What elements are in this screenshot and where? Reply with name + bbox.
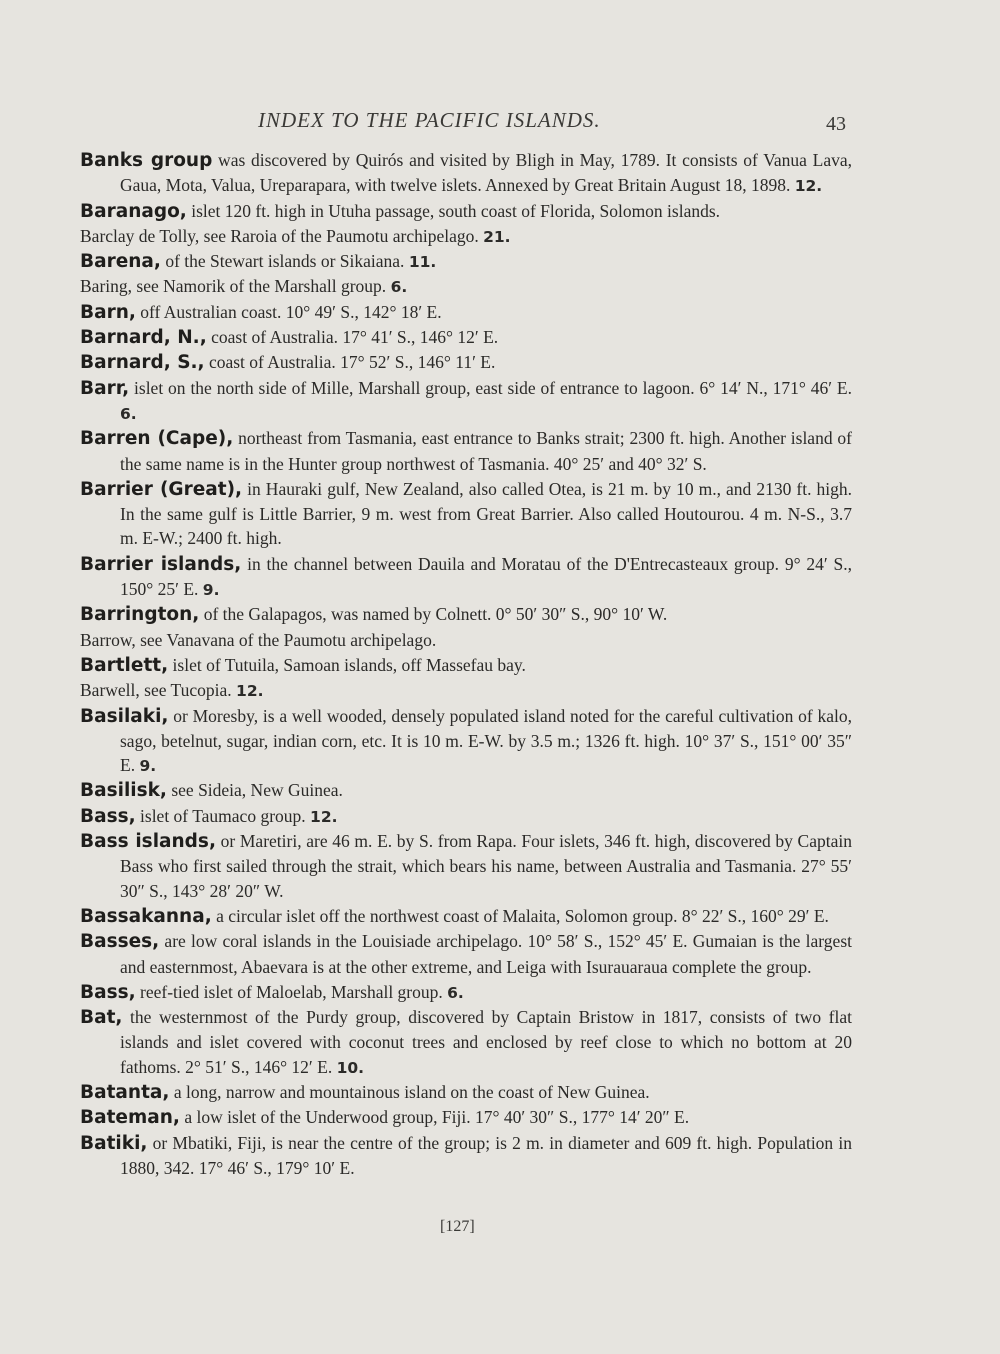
index-entries bbox=[80, 148, 852, 1181]
index-entry bbox=[80, 1005, 852, 1080]
entry-map-ref: 10. bbox=[336, 1058, 365, 1077]
entry-text: in Hauraki gulf, New Zealand, also called Otea, is 21 m. by 10 m., and 2130 ft. high. In the same gulf is Little Barrier, 9 m. west from Great Barrier. Also called Houtourou. 4 m. N-S., 3.7 m. E-W.; 2400 ft. high. bbox=[120, 478, 853, 549]
entry-text: islet of Tutuila, Samoan islands, off Massefau bay. bbox=[168, 654, 526, 675]
entry-text: in the channel between Dauila and Moratau of the D'Entrecasteaux group. 9° 24′ S., 150° 25′ E. bbox=[120, 553, 852, 600]
entry-text: northeast from Tasmania, east entrance to Banks strait; 2300 ft. high. Another island of the same name is in the Hunter group northwest of Tasmania. 40° 25′ and 40° 32′ S. bbox=[120, 428, 852, 474]
entry-map-ref: 11. bbox=[408, 253, 437, 272]
entry-text: or Mbatiki, Fiji, is near the centre of the group; is 2 m. in diameter and 609 ft. high. Population in 1880, 342. 17° 46′ S., 179° 10′ E. bbox=[120, 1132, 852, 1178]
index-entry bbox=[80, 904, 852, 929]
index-entry bbox=[80, 678, 852, 703]
entry-text: a circular islet off the northwest coast of Malaita, Solomon group. 8° 22′ S., 160° 29′ E. bbox=[211, 905, 829, 926]
entry-headword: Barena, bbox=[80, 251, 161, 273]
entry-headword: Barren (Cape), bbox=[80, 428, 234, 450]
page-number: 43 bbox=[826, 113, 846, 135]
entry-map-ref: 12. bbox=[794, 177, 823, 196]
index-entry bbox=[80, 980, 852, 1005]
signature-mark: [127] bbox=[440, 1218, 475, 1235]
entry-text: a low islet of the Underwood group, Fiji. 17° 40′ 30″ S., 177° 14′ 20″ E. bbox=[179, 1107, 690, 1128]
entry-text: coast of Australia. 17° 52′ S., 146° 11′ E. bbox=[204, 352, 496, 373]
entry-headword: Barrier (Great), bbox=[80, 478, 243, 500]
entry-text: or Moresby, is a well wooded, densely populated island noted for the careful cultivation of kalo, sago, betelnut, sugar, indian corn, etc. It is 10 m. E-W. by 3.5 m.; 1326 ft. high. 10° 37′ S., 151° 00′ 35″ E. bbox=[120, 705, 852, 776]
entry-text: off Australian coast. 10° 49′ S., 142° 18′ E. bbox=[135, 301, 442, 322]
entry-headword: Bassakanna, bbox=[80, 905, 212, 927]
entry-map-ref: 9. bbox=[139, 757, 157, 776]
index-entry bbox=[80, 300, 852, 325]
entry-text: coast of Australia. 17° 41′ S., 146° 12′ E. bbox=[206, 327, 499, 348]
entry-text: a long, narrow and mountainous island on the coast of New Guinea. bbox=[169, 1081, 650, 1102]
entry-text: reef-tied islet of Maloelab, Marshall group. bbox=[135, 981, 448, 1002]
index-entry bbox=[80, 274, 852, 299]
entry-text: Baring, see Namorik of the Marshall group. bbox=[80, 276, 391, 297]
entry-headword: Barnard, S., bbox=[80, 352, 205, 374]
entry-text: Barclay de Tolly, see Raroia of the Paumotu archipelago. bbox=[80, 225, 484, 246]
entry-headword: Baranago, bbox=[80, 200, 187, 222]
entry-headword: Barrier islands, bbox=[80, 553, 242, 575]
entry-map-ref: 6. bbox=[120, 404, 137, 423]
entry-headword: Basilisk, bbox=[80, 780, 167, 802]
entry-headword: Batiki, bbox=[80, 1132, 148, 1154]
entry-text: of the Galapagos, was named by Colnett. 0° 50′ 30″ S., 90° 10′ W. bbox=[199, 604, 668, 625]
entry-map-ref: 6. bbox=[390, 278, 408, 297]
entry-text: or Maretiri, are 46 m. E. by S. from Rapa. Four islets, 346 ft. high, discovered by Captain Bass who first sailed through the strait, which bears his name, between Australia and Tasmania. 27° 55′ 30″ S., 143° 28′ 20″ W. bbox=[120, 831, 852, 901]
entry-map-ref: 12. bbox=[236, 682, 264, 701]
index-entry bbox=[80, 804, 852, 829]
entry-headword: Bat, bbox=[80, 1007, 123, 1029]
entry-headword: Bartlett, bbox=[80, 654, 169, 676]
entry-headword: Bateman, bbox=[80, 1107, 180, 1129]
index-entry bbox=[80, 778, 852, 803]
entry-text: see Sideia, New Guinea. bbox=[166, 780, 343, 801]
entry-text: was discovered by Quirós and visited by Bligh in May, 1789. It consists of Vanua Lava, Gaua, Mota, Valua, Ureparapara, with twelve islets. Annexed by Great Britain August 18, 1898. bbox=[120, 150, 852, 196]
index-entry bbox=[80, 829, 852, 904]
entry-text: islet of Taumaco group. bbox=[135, 805, 311, 826]
index-entry bbox=[80, 376, 852, 427]
entry-text: Barwell, see Tucopia. bbox=[80, 680, 237, 701]
entry-headword: Bass, bbox=[80, 981, 136, 1003]
index-entry bbox=[80, 602, 852, 627]
entry-text: islet on the north side of Mille, Marshall group, east side of entrance to lagoon. 6° 14′ N., 171° 46′ E. bbox=[129, 377, 852, 398]
index-entry bbox=[80, 148, 852, 199]
entry-headword: Bass, bbox=[80, 805, 136, 827]
running-title: INDEX TO THE PACIFIC ISLANDS. bbox=[258, 108, 601, 132]
index-entry bbox=[80, 224, 852, 249]
entry-map-ref: 12. bbox=[310, 807, 338, 826]
index-entry bbox=[80, 1080, 852, 1105]
entry-headword: Barr, bbox=[80, 377, 130, 399]
index-entry bbox=[80, 199, 852, 224]
entry-headword: Barn, bbox=[80, 301, 136, 323]
entry-headword: Basses, bbox=[80, 931, 160, 953]
index-entry bbox=[80, 653, 852, 678]
entry-text: islet 120 ft. high in Utuha passage, south coast of Florida, Solomon islands. bbox=[186, 200, 721, 221]
index-entry bbox=[80, 426, 852, 477]
entry-headword: Barrington, bbox=[80, 604, 200, 626]
entry-map-ref: 21. bbox=[483, 227, 511, 246]
index-entry bbox=[80, 1105, 852, 1130]
entry-headword: Basilaki, bbox=[80, 705, 169, 727]
entry-map-ref: 6. bbox=[447, 983, 464, 1002]
entry-headword: Barnard, N., bbox=[80, 327, 207, 349]
index-entry bbox=[80, 929, 852, 980]
index-entry bbox=[80, 704, 852, 779]
index-entry bbox=[80, 249, 852, 274]
entry-text: of the Stewart islands or Sikaiana. bbox=[160, 251, 409, 272]
entry-text: the westernmost of the Purdy group, discovered by Captain Bristow in 1817, consists of two flat islands and islet covered with coconut trees and enclosed by reef close to which no bottom at 20 fathoms. 2° 51′ S., 146° 12′ E. bbox=[120, 1007, 852, 1077]
entry-headword: Banks group bbox=[80, 150, 213, 171]
index-entry bbox=[80, 628, 852, 653]
index-entry bbox=[80, 325, 852, 350]
index-entry bbox=[80, 350, 852, 375]
entry-map-ref: 9. bbox=[202, 581, 220, 600]
entry-headword: Batanta, bbox=[80, 1081, 170, 1103]
index-entry bbox=[80, 477, 852, 552]
entry-text: Barrow, see Vanavana of the Paumotu archipelago. bbox=[80, 629, 437, 650]
index-entry bbox=[80, 1131, 852, 1182]
index-entry bbox=[80, 552, 852, 603]
entry-text: are low coral islands in the Louisiade archipelago. 10° 58′ S., 152° 45′ E. Gumaian is the largest and easternmost, Abaevara is at the other extreme, and Leiga with Isurauaraua complete the group. bbox=[120, 931, 852, 977]
entry-headword: Bass islands, bbox=[80, 831, 216, 853]
